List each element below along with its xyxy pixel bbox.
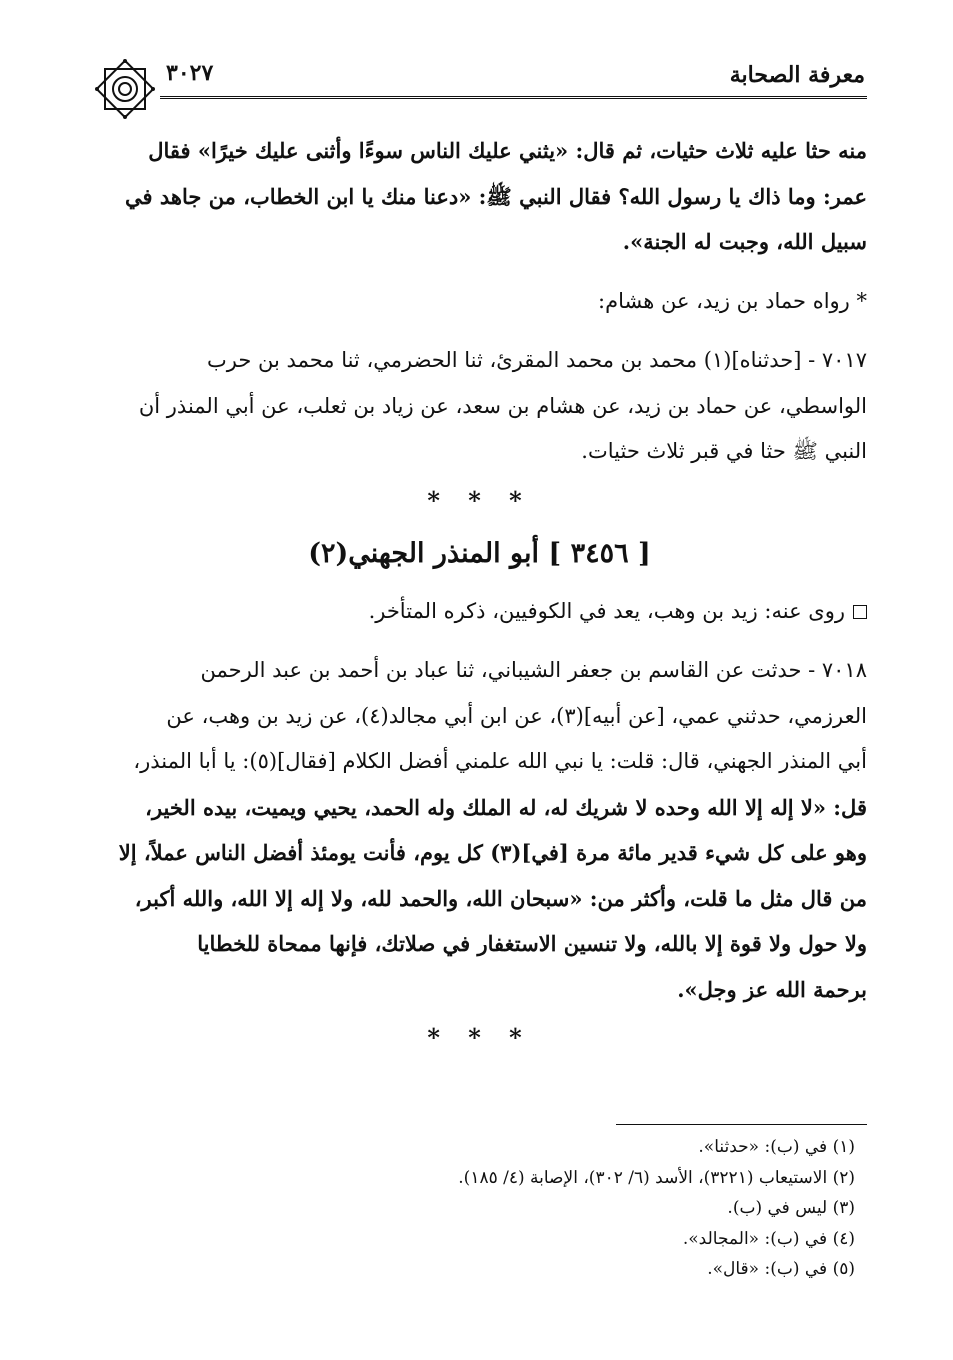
hadith-7018-line: من قال مثل ما قلت، وأكثر من: «سبحان الله، والحمد لله، ولا إله إلا الله، والله أكبر، [134, 885, 867, 911]
footnote: (٣) ليس في (ب). [727, 1198, 855, 1218]
ornament-icon [92, 56, 158, 122]
hadith-7018-line: ولا حول ولا قوة إلا بالله، ولا تنسين الاستغفار في صلاتك، فإنها ممحاة للخطايا [197, 931, 867, 956]
footnote-rule [616, 1124, 867, 1125]
para1-line: منه حثا عليه ثلاث حثيات، ثم قال: «يثني عليك الناس سوءًا وأثنى عليك خيرًا» فقال [148, 138, 867, 163]
separator: * * * [427, 485, 532, 515]
rawi-line [92, 589, 867, 635]
rawi-text: روى عنه: زيد بن وهب، يعد في الكوفيين، ذكره المتأخر. [368, 598, 845, 623]
hadith-7017-line: النبي ﷺ حثا في قبر ثلاث حثيات. [581, 439, 867, 463]
footnotes [160, 1132, 855, 1285]
separator: * * * [427, 1023, 532, 1052]
footnote: (٢) الاستيعاب (٣٢٢١)، الأسد (٦/ ٣٠٢)، الإصابة (٤/ ١٨٥). [458, 1167, 855, 1188]
para1-line: سبيل الله، وجبت له الجنة». [622, 229, 867, 254]
section-title: [ ٣٤٥٦ ] أبو المنذر الجهني(٢) [308, 537, 651, 569]
narration-line: * رواه حماد بن زيد، عن هشام: [598, 288, 867, 313]
hadith-7018-line: وهو على كل شيء قدير مائة مرة [في](٣) كل يوم، فأنت يومئذ أفضل الناس عملاً، إلا [118, 840, 867, 865]
hadith-7018-line: برحمة الله عز وجل». [677, 976, 867, 1002]
para1-line: عمر: وما ذاك يا رسول الله؟ فقال النبي ﷺ: «دعنا منك يا ابن الخطاب، من جاهد في [125, 183, 867, 209]
page-number: ٣٠٢٧ [166, 60, 214, 86]
footnote: (٤) في (ب): «المجالد». [682, 1228, 855, 1249]
running-header-title: معرفة الصحابة [729, 62, 865, 88]
square-bullet-icon [853, 605, 867, 619]
hadith-7017-line: الواسطي، عن حماد بن زيد، عن هشام بن سعد، عن زياد بن ثعلب، عن أبي المنذر أن [138, 393, 867, 418]
hadith-7018-line: العرزمي، حدثني عمي، [عن أبيه](٣)، عن ابن أبي مجالد(٤)، عن زيد بن وهب، عن [166, 703, 867, 728]
footnote: (١) في (ب): «حدثنا». [698, 1137, 855, 1157]
footnote: (٥) في (ب): «قال». [707, 1259, 855, 1279]
hadith-7017-line: ٧٠١٧ - [حدثناه](١) محمد بن محمد المقرئ، ثنا الحضرمي، ثنا محمد بن حرب [207, 348, 867, 372]
hadith-7018-line: ٧٠١٨ - حدثت عن القاسم بن جعفر الشيباني، ثنا عباد بن أحمد بن عبد الرحمن [200, 658, 867, 682]
main-text [92, 128, 867, 1062]
hadith-7018-line: أبي المنذر الجهني، قال: قلت: يا نبي الله علمني أفضل الكلام [فقال](٥): يا أبا المنذر، [133, 749, 867, 773]
hadith-7018-line: قل: «لا إله إلا الله وحده لا شريك له، له الملك وله الحمد، يحيي ويميت، بيده الخير، [145, 794, 867, 820]
header-rule [160, 96, 867, 99]
